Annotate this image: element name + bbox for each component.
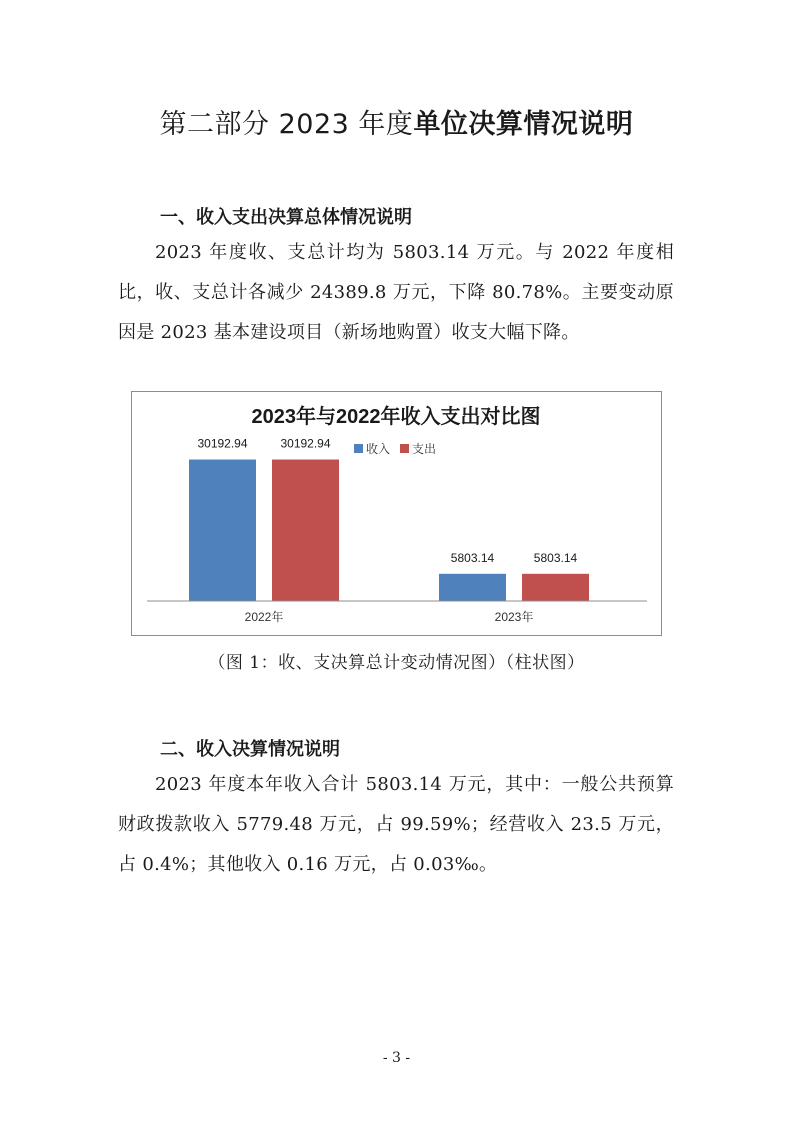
data-label-1-0: 5803.14 [450, 550, 495, 565]
bar-1-0 [439, 574, 506, 601]
data-label-0-0: 30192.94 [197, 436, 248, 451]
x-axis-ticks [245, 609, 534, 624]
bar-chart [131, 391, 662, 636]
section1-heading: 一、收入支出决算总体情况说明 [160, 207, 412, 228]
chart-legend [354, 441, 436, 456]
chart-bars [189, 437, 589, 601]
figure-caption: （图 1：收、支决算总计变动情况图）（柱状图） [208, 653, 585, 673]
bar-0-0 [189, 460, 256, 601]
page-number: - 3 - [382, 1050, 411, 1066]
x-tick-label-0: 2022年 [244, 610, 284, 624]
data-label-1-1: 5803.14 [533, 550, 578, 565]
page-title-part2: 单位决算情况说明 [413, 109, 634, 140]
section2-heading: 二、收入决算情况说明 [160, 739, 340, 760]
x-tick-label-1: 2023年 [494, 610, 534, 624]
bar-chart-svg [132, 392, 661, 635]
chart-title: 2023年与2022年收入支出对比图 [251, 406, 541, 428]
bar-0-1 [272, 460, 339, 601]
page-title [0, 102, 793, 141]
section2-paragraph: 2023 年度本年收入合计 5803.14 万元，其中：一般公共预算财政拨款收入 5779.48 万元，占 99.59%；经营收入 23.5 万元，占 0.4%；其他收入 0.16 万元，占 0.03‰。 [118, 774, 674, 875]
legend-label-1: 支出 [412, 442, 437, 456]
legend-swatch-0 [354, 444, 363, 453]
legend-swatch-1 [400, 444, 409, 453]
data-label-0-1: 30192.94 [280, 436, 331, 451]
legend-label-0: 收入 [366, 442, 391, 456]
page-title-part1: 第二部分 2023 年度 [159, 109, 414, 140]
section1-paragraph: 2023 年度收、支总计均为 5803.14 万元。与 2022 年度相比，收、支总计各减少 24389.8 万元，下降 80.78%。主要变动原因是 2023 基本建设项目（新场地购置）收支大幅下降。 [118, 242, 674, 343]
bar-1-1 [522, 574, 589, 601]
